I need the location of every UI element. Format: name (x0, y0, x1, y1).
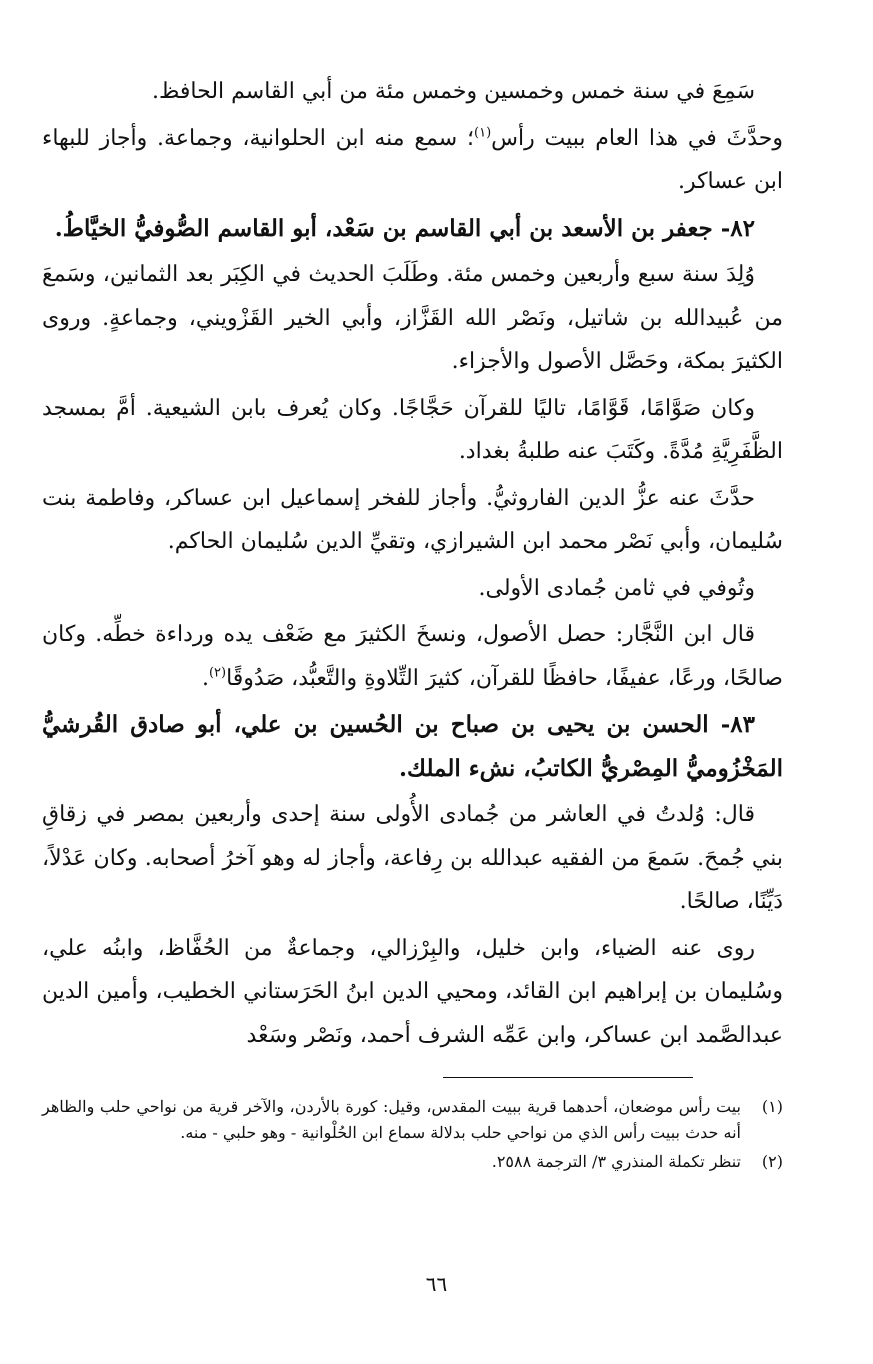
paragraph-text: وحدَّثَ في هذا العام ببيت رأس (491, 125, 783, 151)
paragraph (42, 117, 783, 204)
body-text (42, 70, 783, 1057)
paragraph (42, 613, 783, 700)
paragraph-text: . (201, 665, 209, 691)
footnote-separator (443, 1077, 693, 1078)
footnote-text: تنظر تكملة المنذري ٣/ الترجمة ٢٥٨٨. (491, 1152, 741, 1171)
paragraph: روى عنه الضياء، وابن خليل، والبِرْزالي، وجماعةٌ من الحُفَّاظ، وابنُه علي، وسُليمان بن إبراهيم ابن القائد، ومحيي الدين ابنُ الحَرَستاني الخطيب، وأمين الدين عبدالصَّمد ابن عساكر، وابن عَمِّه الشرف أحمد، ونَصْر وسَعْد (42, 935, 783, 1048)
paragraph-text: ؛ سمع منه ابن الحلوانية، وجماعة. وأجاز للبهاء ابن عساكر. (42, 125, 783, 194)
paragraph: سَمِعَ في سنة خمس وخمسين وخمس مئة من أبي القاسم الحافظ. (152, 79, 755, 104)
paragraph: وتُوفي في ثامن جُمادى الأولى. (478, 575, 755, 601)
footnote (42, 1094, 783, 1146)
entry-heading: ٨٢- جعفر بن الأسعد بن أبي القاسم بن سَعْد، أبو القاسم الصُّوفيُّ الخيَّاطُ. (54, 214, 755, 242)
footnote-marker: (٢) (208, 665, 227, 681)
footnote-number: (٢) (761, 1152, 783, 1171)
paragraph: قال: وُلدتُ في العاشر من جُمادى الأُولى سنة إحدى وأربعين بمصر في زقاقِ بني جُمحَ. سَمعَ من الفقيه عبدالله بن رِفاعة، وأجاز له وهو آخرُ أصحابه. وكان عَدْلاً، دَيِّنًا، صالحًا. (42, 802, 783, 914)
paragraph: وُلِدَ سنة سبع وأربعين وخمس مئة. وطَلَبَ الحديث في الكِبَر بعد الثمانين، وسَمعَ من عُبيدالله بن شاتيل، ونَصْر الله القَزَّاز، وأبي الخير القَزْويني، وجماعةٍ. وروى الكثيرَ بمكة، وحَصَّل الأصول والأجزاء. (42, 262, 783, 374)
entry-heading: ٨٣- الحسن بن يحيى بن صباح بن الحُسين بن علي، أبو صادق القُرشيُّ المَخْزُوميُّ المِصْريُّ الكاتبُ، نشء الملك. (42, 711, 783, 782)
footnotes (42, 1094, 783, 1175)
paragraph: وكان صَوَّامًا، قَوَّامًا، تاليًا للقرآن حَجَّاجًا. وكان يُعرف بابن الشيعية. أمَّ بمسجد الظَّفَرِيَّةِ مُدَّةً. وكَتَبَ عنه طلبةُ بغداد. (42, 395, 783, 464)
footnote-marker: (١) (474, 125, 492, 141)
footnote-separator-wrap (42, 1077, 783, 1078)
footnote (42, 1149, 783, 1175)
footnote-number: (١) (761, 1097, 783, 1116)
paragraph: حدَّثَ عنه عزُّ الدين الفاروثيُّ. وأجاز للفخر إسماعيل ابن عساكر، وفاطمة بنت سُليمان، وأبي نَصْر محمد ابن الشيرازي، وتقيِّ الدين سُليمان الحاكم. (42, 485, 783, 554)
footnote-text: بيت رأس موضعان، أحدهما قرية ببيت المقدس، وقيل: كورة بالأردن، والآخر قرية من نواحي حلب والظاهر أنه حدث ببيت رأس الذي من نواحي حلب بدلالة سماع ابن الحُلْوانية - وهو حلبي - منه. (42, 1097, 742, 1142)
paragraph-text: قال ابن النَّجَّار: حصل الأصول، ونسخَ الكثيرَ مع ضَعْف يده ورداءة خطِّه. وكان صالحًا، ورعًا، عفيفًا، حافظًا للقرآن، كثيرَ التِّلاوةِ والتَّعبُّد، صَدُوقًا (42, 622, 783, 691)
page-number: ٦٦ (425, 1272, 448, 1296)
